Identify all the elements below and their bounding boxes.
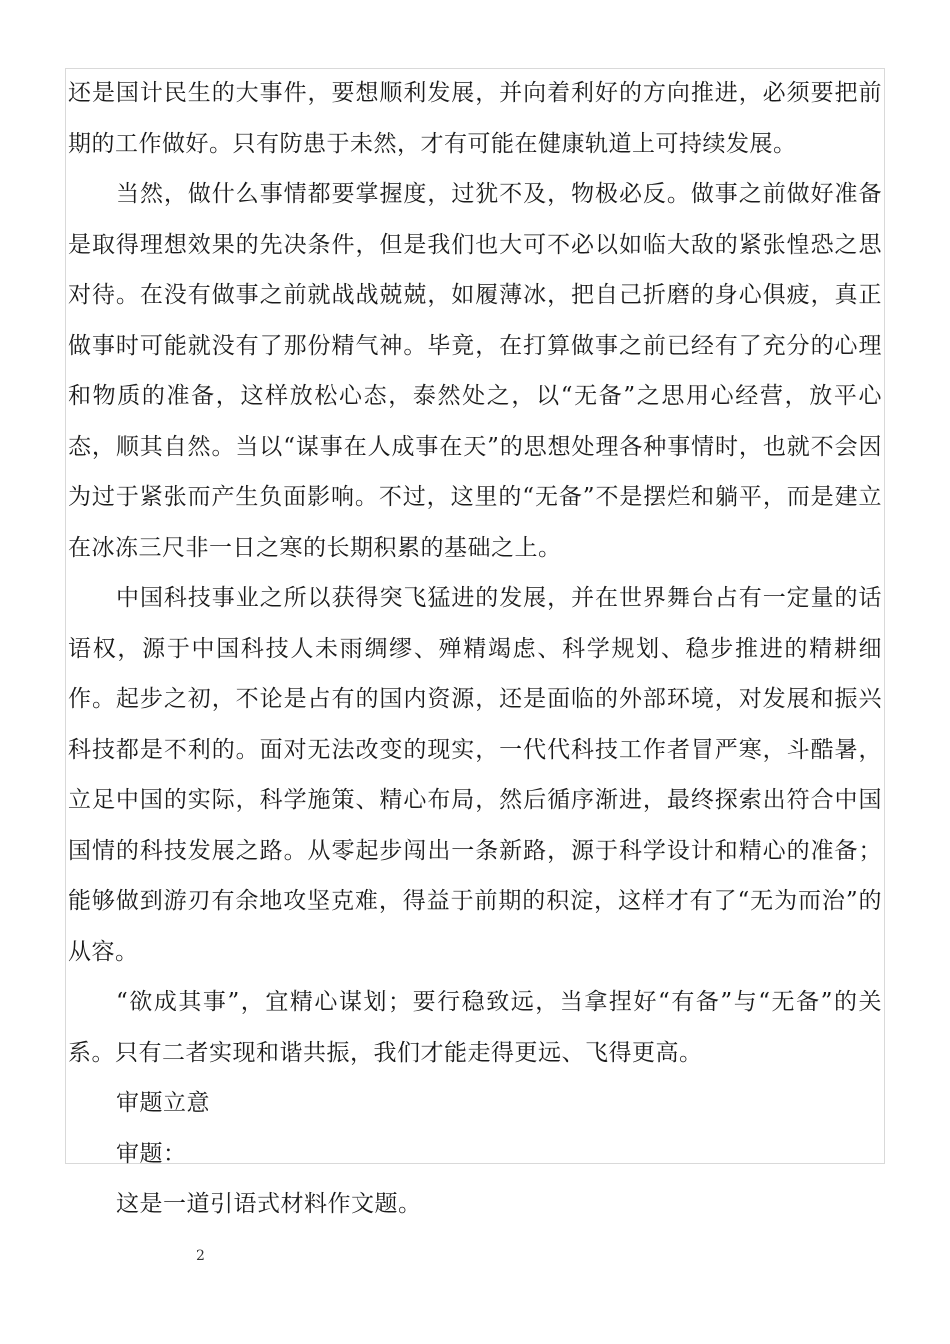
section-heading: 审题立意 bbox=[116, 1090, 210, 1116]
paragraph-conclusion: “欲成其事”，宜精心谋划；要行稳致远，当拿捏好“有备”与“无备”的关系。只有二者实现和谐共振，我们才能走得更远、飞得更高。 bbox=[68, 989, 882, 1066]
page-number: 2 bbox=[196, 1248, 205, 1264]
document-body bbox=[68, 68, 882, 1230]
paragraph-continuation: 还是国计民生的大事件，要想顺利发展，并向着利好的方向推进，必须要把前期的工作做好。只有防患于未然，才有可能在健康轨道上可持续发展。 bbox=[68, 80, 882, 157]
paragraph-moderation: 当然，做什么事情都要掌握度，过犹不及，物极必反。做事之前做好准备是取得理想效果的先决条件，但是我们也大可不必以如临大敌的紧张惶恐之思对待。在没有做事之前就战战兢兢，如履薄冰，把自己折磨的身心俱疲，真正做事时可能就没有了那份精气神。毕竟，在打算做事之前已经有了充分的心理和物质的准备，这样放松心态，泰然处之，以“无备”之思用心经营，放平心态，顺其自然。当以“谋事在人成事在天”的思想处理各种事情时，也就不会因为过于紧张而产生负面影响。不过，这里的“无备”不是摆烂和躺平，而是建立在冰冻三尺非一日之寒的长期积累的基础之上。 bbox=[68, 181, 882, 561]
paragraph-technology: 中国科技事业之所以获得突飞猛进的发展，并在世界舞台占有一定量的话语权，源于中国科技人未雨绸缪、殚精竭虑、科学规划、稳步推进的精耕细作。起步之初，不论是占有的国内资源，还是面临的外部环境，对发展和振兴科技都是不利的。面对无法改变的现实，一代代科技工作者冒严寒，斗酷暑，立足中国的实际，科学施策、精心布局，然后循序渐进，最终探索出符合中国国情的科技发展之路。从零起步闯出一条新路，源于科学设计和精心的准备；能够做到游刃有余地攻坚克难，得益于前期的积淀，这样才有了“无为而治”的从容。 bbox=[68, 585, 882, 965]
body-line: 这是一道引语式材料作文题。 bbox=[116, 1191, 422, 1217]
sub-heading: 审题： bbox=[116, 1140, 187, 1167]
